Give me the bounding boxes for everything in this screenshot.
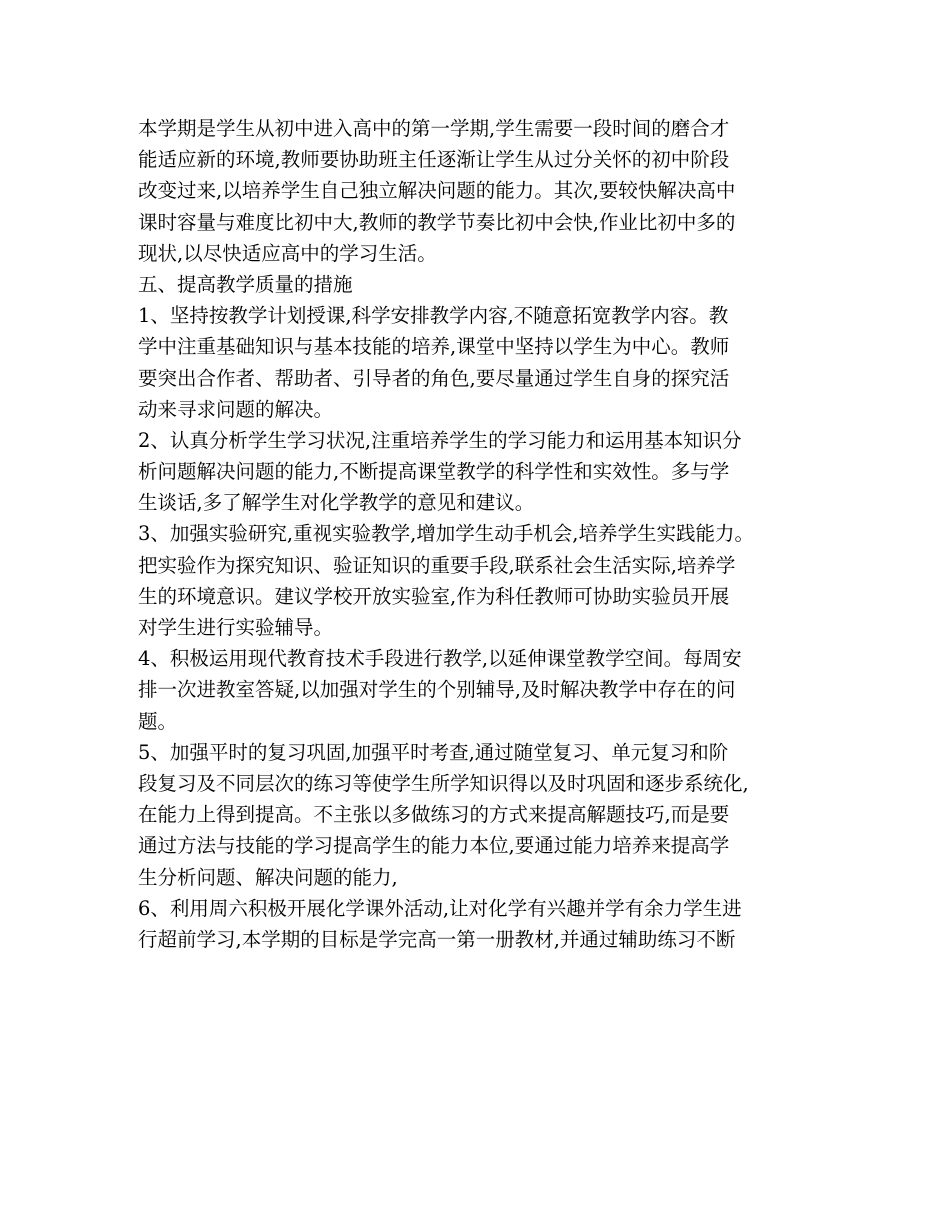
text-line: 能适应新的环境,教师要协助班主任逐渐让学生从过分关怀的初中阶段 xyxy=(138,148,730,172)
text-line: 生分析问题、解决问题的能力, xyxy=(138,865,398,889)
measure-item-4 xyxy=(138,643,818,737)
measure-item-6 xyxy=(138,893,818,955)
measure-item-3 xyxy=(138,518,818,643)
text-line: 动来寻求问题的解决。 xyxy=(138,397,334,421)
text-line: 改变过来,以培养学生自己独立解决问题的能力。其次,要较快解决高中 xyxy=(138,179,736,203)
text-line: 3、加强实验研究,重视实验教学,增加学生动手机会,培养学生实践能力。 xyxy=(138,522,755,546)
text-line: 段复习及不同层次的练习等使学生所学知识得以及时巩固和逐步系统化, xyxy=(138,771,749,795)
text-line: 6、利用周六积极开展化学课外活动,让对化学有兴趣并学有余力学生进 xyxy=(138,896,742,920)
text-line: 把实验作为探究知识、验证知识的重要手段,联系社会生活实际,培养学 xyxy=(138,553,736,577)
text-line: 生的环境意识。建议学校开放实验室,作为科任教师可协助实验员开展 xyxy=(138,584,730,608)
document-page xyxy=(138,113,818,955)
text-line: 4、积极运用现代教育技术手段进行教学,以延伸课堂教学空间。每周安 xyxy=(138,647,742,671)
section-heading-text: 五、提高教学质量的措施 xyxy=(138,272,353,296)
text-line: 排一次进教室答疑,以加强对学生的个别辅导,及时解决教学中存在的问 xyxy=(138,678,736,702)
text-line: 通过方法与技能的学习提高学生的能力本位,要通过能力培养来提高学 xyxy=(138,834,730,858)
measure-item-5 xyxy=(138,737,818,893)
text-line: 现状,以尽快适应高中的学习生活。 xyxy=(138,241,437,265)
text-line: 1、坚持按教学计划授课,科学安排教学内容,不随意拓宽教学内容。教 xyxy=(138,304,729,328)
text-line: 要突出合作者、帮助者、引导者的角色,要尽量通过学生自身的探究活 xyxy=(138,366,730,390)
text-line: 生谈话,多了解学生对化学教学的意见和建议。 xyxy=(138,491,535,515)
text-line: 在能力上得到提高。不主张以多做练习的方式来提高解题技巧,而是要 xyxy=(138,803,730,827)
measure-item-1 xyxy=(138,300,818,425)
text-line: 学中注重基础知识与基本技能的培养,课堂中坚持以学生为中心。教师 xyxy=(138,335,730,359)
text-line: 5、加强平时的复习巩固,加强平时考查,通过随堂复习、单元复习和阶 xyxy=(138,740,729,764)
measure-item-2 xyxy=(138,425,818,519)
text-line: 对学生进行实验辅导。 xyxy=(138,616,334,639)
section-heading xyxy=(138,269,818,300)
text-line: 2、认真分析学生学习状况,注重培养学生的学习能力和运用基本知识分 xyxy=(138,428,742,452)
text-line: 本学期是学生从初中进入高中的第一学期,学生需要一段时间的磨合才 xyxy=(138,117,730,140)
text-line: 课时容量与难度比初中大,教师的教学节奏比初中会快,作业比初中多的 xyxy=(138,210,736,234)
paragraph-intro xyxy=(138,113,818,269)
text-line: 行超前学习,本学期的目标是学完高一第一册教材,并通过辅助练习不断 xyxy=(138,927,736,951)
text-line: 析问题解决问题的能力,不断提高课堂教学的科学性和实效性。多与学 xyxy=(138,460,730,484)
text-line: 题。 xyxy=(138,709,178,733)
